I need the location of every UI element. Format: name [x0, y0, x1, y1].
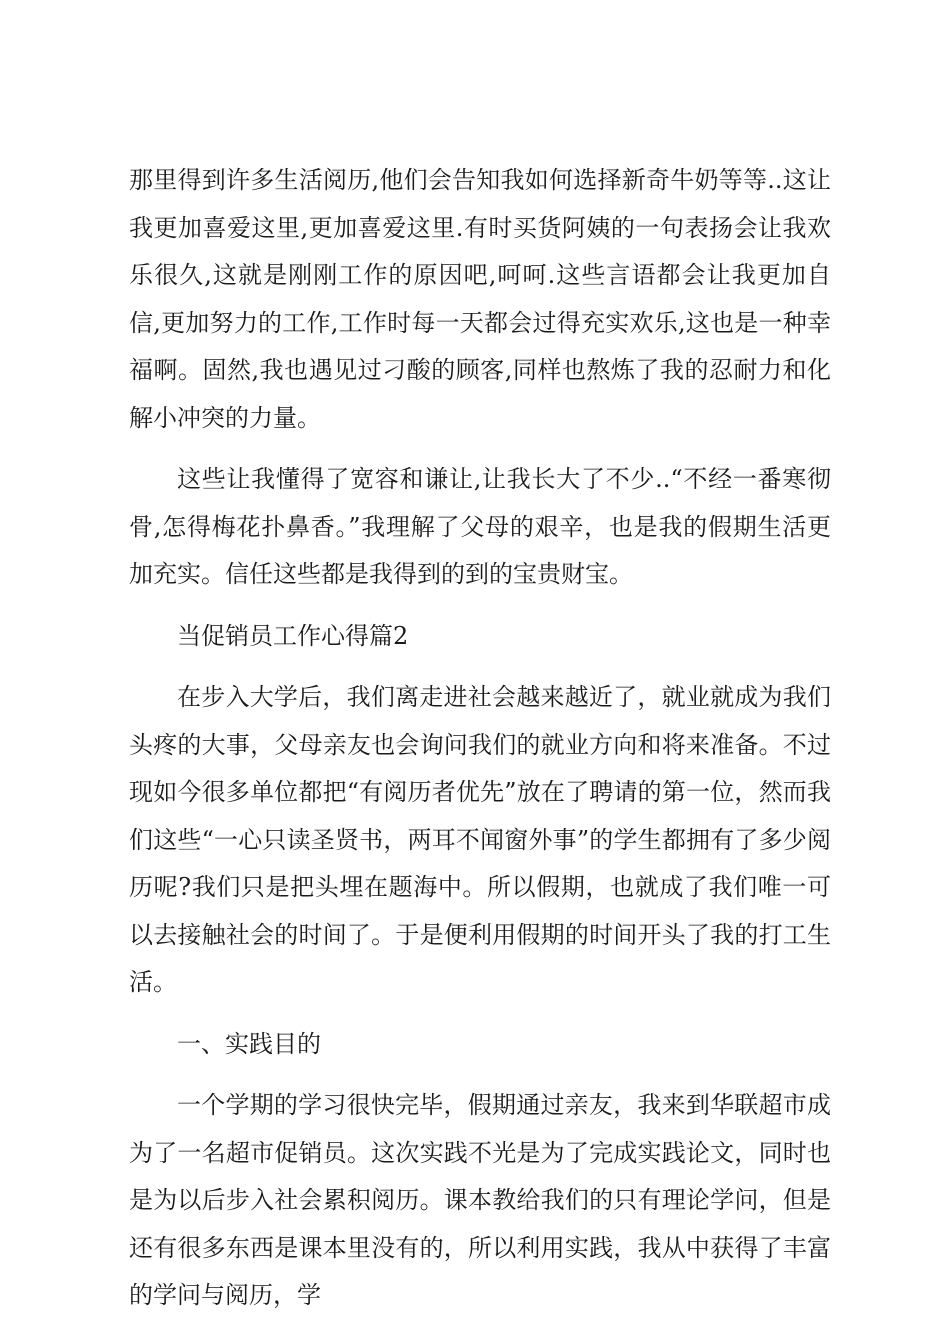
- paragraph-4: 一个学期的学习很快完毕，假期通过亲友，我来到华联超市成为了一名超市促销员。这次实践不光是为了完成实践论文，同时也是为以后步入社会累积阅历。课本教给我们的只有理论学问，但是还有很多东西是课本里没有的，所以利用实践，我从中获得了丰富的学问与阅历，学: [129, 1091, 831, 1309]
- paragraph-1: 那里得到许多生活阅历,他们会告知我如何选择新奇牛奶等等..这让我更加喜爱这里,更加喜爱这里.有时买货阿姨的一句表扬会让我欢乐很久,这就是刚刚工作的原因吧,呵呵.这些言语都会让我更加自信,更加努力的工作,工作时每一天都会过得充实欢乐,这也是一种幸福啊。固然,我也遇见过刁酸的顾客,同样也熬炼了我的忍耐力和化解小冲突的力量。: [129, 166, 831, 432]
- section-heading-practice-purpose: 一、实践目的: [177, 1029, 321, 1058]
- section-heading-part-2: 当促销员工作心得篇2: [177, 621, 409, 650]
- paragraph-2: 这些让我懂得了宽容和谦让,让我长大了不少..“不经一番寒彻骨,怎得梅花扑鼻香。”我理解了父母的艰辛，也是我的假期生活更加充实。信任这些都是我得到的到的宝贵财宝。: [129, 465, 831, 588]
- document-body: [129, 157, 831, 1334]
- paragraph-3: 在步入大学后，我们离走进社会越来越近了，就业就成为我们头疼的大事，父母亲友也会询问我们的就业方向和将来准备。不过现如今很多单位都把“有阅历者优先”放在了聘请的第一位，然而我们这些“一心只读圣贤书，两耳不闻窗外事”的学生都拥有了多少阅历呢?我们只是把头埋在题海中。所以假期，也就成了我们唯一可以去接触社会的时间了。于是便利用假期的时间开头了我的打工生活。: [129, 683, 831, 996]
